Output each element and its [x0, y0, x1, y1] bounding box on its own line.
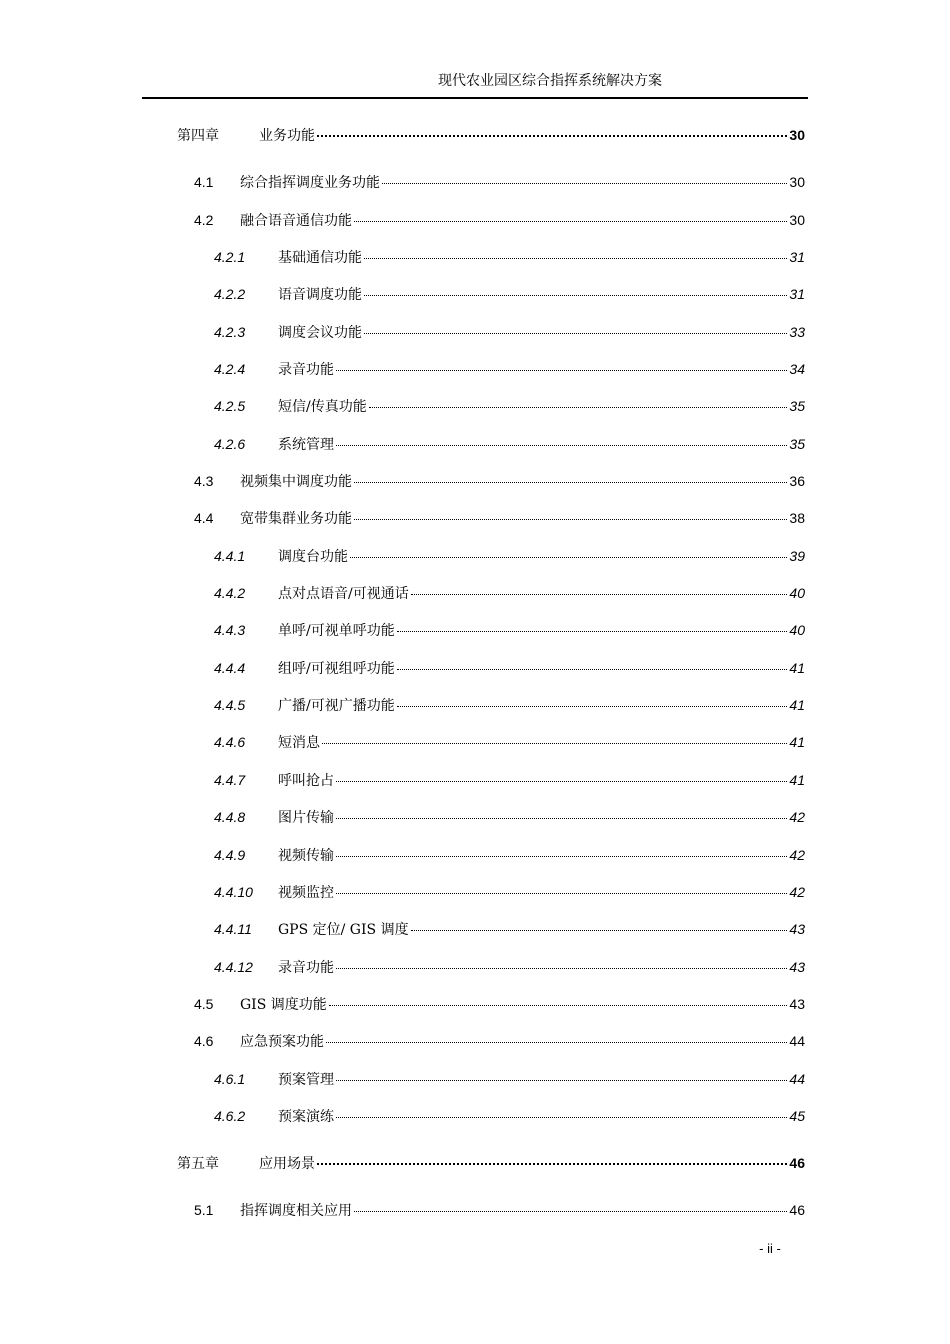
- toc-entry[interactable]: [214, 658, 805, 680]
- toc-entry-page: 43: [789, 996, 805, 1012]
- toc-entry-title: 图片传输: [278, 810, 334, 826]
- toc-entry[interactable]: [214, 322, 805, 344]
- toc-entry[interactable]: [214, 583, 805, 605]
- toc-entry-number: 4.2.4: [214, 361, 246, 377]
- toc-entry[interactable]: [177, 1153, 805, 1175]
- toc-entry-number: 4.2.6: [214, 436, 246, 452]
- toc-dot-leader: [350, 556, 787, 558]
- toc-dot-leader: [317, 1162, 787, 1165]
- toc-entry[interactable]: [214, 957, 805, 979]
- toc-entry-number: 4.4.12: [214, 959, 253, 975]
- toc-dot-leader: [382, 182, 787, 184]
- toc-entry[interactable]: [214, 620, 805, 642]
- toc-entry-page: 30: [789, 212, 805, 228]
- toc-entry-number: 4.3: [194, 473, 214, 489]
- toc-entry-title: 呼叫抢占: [278, 773, 334, 789]
- toc-dot-leader: [336, 817, 787, 819]
- toc-entry-page: 43: [789, 959, 805, 975]
- toc-entry-page: 35: [789, 398, 805, 414]
- toc-entry-title: 短消息: [278, 735, 320, 751]
- toc-entry-page: 44: [789, 1033, 805, 1049]
- toc-entry-number: 4.4.10: [214, 884, 253, 900]
- toc-entry-page: 36: [789, 473, 805, 489]
- toc-entry-title: 系统管理: [278, 437, 334, 453]
- toc-entry-page: 38: [789, 510, 805, 526]
- toc-entry-number: 4.4.8: [214, 809, 246, 825]
- toc-entry[interactable]: [214, 434, 805, 456]
- toc-entry-title: 语音调度功能: [278, 287, 362, 303]
- toc-entry[interactable]: [177, 125, 805, 147]
- toc-entry-page: 40: [789, 585, 805, 601]
- toc-entry-title: 预案演练: [278, 1109, 334, 1125]
- toc-entry-page: 41: [789, 772, 805, 788]
- toc-entry[interactable]: [214, 396, 805, 418]
- toc-dot-leader: [336, 855, 787, 857]
- toc-entry-number: 4.1: [194, 174, 214, 190]
- header-rule: [142, 97, 808, 99]
- toc-entry-page: 33: [789, 324, 805, 340]
- toc-entry-number: 4.2.1: [214, 249, 246, 265]
- toc-entry-page: 42: [789, 809, 805, 825]
- toc-entry-page: 40: [789, 622, 805, 638]
- toc-entry-title: 业务功能: [259, 128, 315, 144]
- toc-dot-leader: [397, 630, 788, 632]
- toc-entry-title: 单呼/可视单呼功能: [278, 623, 395, 639]
- toc-dot-leader: [411, 929, 788, 931]
- toc-entry-page: 44: [789, 1071, 805, 1087]
- toc-dot-leader: [354, 220, 787, 222]
- toc-entry[interactable]: [214, 732, 805, 754]
- toc-dot-leader: [397, 705, 788, 707]
- toc-dot-leader: [411, 593, 788, 595]
- toc-entry-number: 4.4.3: [214, 622, 246, 638]
- toc-entry-title: 融合语音通信功能: [240, 213, 352, 229]
- toc-entry-page: 41: [789, 734, 805, 750]
- toc-entry[interactable]: [194, 1200, 805, 1222]
- toc-entry[interactable]: [214, 546, 805, 568]
- toc-entry-title: 录音功能: [278, 362, 334, 378]
- toc-dot-leader: [354, 518, 787, 520]
- toc-dot-leader: [364, 332, 787, 334]
- toc-entry-title: 调度会议功能: [278, 325, 362, 341]
- toc-entry-title: 视频集中调度功能: [240, 474, 352, 490]
- toc-entry[interactable]: [194, 210, 805, 232]
- toc-entry-number: 4.4.11: [214, 921, 252, 937]
- toc-entry-title: 点对点语音/可视通话: [278, 586, 409, 602]
- toc-dot-leader: [322, 742, 787, 744]
- toc-entry[interactable]: [194, 1031, 805, 1053]
- toc-entry-title: 宽带集群业务功能: [240, 511, 352, 527]
- toc-entry[interactable]: [214, 919, 805, 941]
- toc-entry[interactable]: [194, 172, 805, 194]
- toc-entry-title: 综合指挥调度业务功能: [240, 175, 380, 191]
- toc-entry[interactable]: [194, 471, 805, 493]
- toc-dot-leader: [354, 1210, 787, 1212]
- toc-entry-title: 预案管理: [278, 1072, 334, 1088]
- toc-entry[interactable]: [194, 994, 805, 1016]
- toc-entry-page: 31: [789, 249, 805, 265]
- toc-entry-page: 43: [789, 921, 805, 937]
- toc-entry-page: 41: [789, 660, 805, 676]
- toc-entry-page: 41: [789, 697, 805, 713]
- toc-entry-number: 4.6: [194, 1033, 214, 1049]
- toc-dot-leader: [336, 1116, 787, 1118]
- toc-dot-leader: [329, 1004, 788, 1006]
- toc-entry-page: 46: [789, 1155, 805, 1171]
- toc-dot-leader: [369, 406, 788, 408]
- toc-entry-number: 5.1: [194, 1202, 214, 1218]
- toc-entry-title: 视频监控: [278, 885, 334, 901]
- toc-entry-title: 组呼/可视组呼功能: [278, 661, 395, 677]
- toc-entry-title: 视频传输: [278, 848, 334, 864]
- toc-dot-leader: [336, 1079, 787, 1081]
- toc-entry-number: 4.4: [194, 510, 214, 526]
- toc-entry-title: 调度台功能: [278, 549, 348, 565]
- toc-entry-page: 46: [789, 1202, 805, 1218]
- toc-dot-leader: [326, 1041, 787, 1043]
- toc-entry-number: 4.4.5: [214, 697, 246, 713]
- toc-dot-leader: [336, 444, 787, 446]
- toc-entry[interactable]: [214, 845, 805, 867]
- toc-entry-number: 4.6.1: [214, 1071, 246, 1087]
- toc-dot-leader: [336, 967, 787, 969]
- toc-entry-page: 34: [789, 361, 805, 377]
- toc-entry[interactable]: [214, 247, 805, 269]
- toc-entry-page: 30: [789, 174, 805, 190]
- toc-entry[interactable]: [214, 807, 805, 829]
- toc-entry-number: 4.4.4: [214, 660, 246, 676]
- toc-entry-number: 4.5: [194, 996, 214, 1012]
- toc-dot-leader: [364, 257, 787, 259]
- page-number: - ii -: [759, 1241, 781, 1256]
- toc-entry-number: 4.4.1: [214, 548, 246, 564]
- toc-entry-number: 4.2.2: [214, 286, 246, 302]
- toc-entry-number: 第四章: [177, 128, 219, 144]
- toc-dot-leader: [397, 668, 788, 670]
- toc-entry[interactable]: [214, 770, 805, 792]
- page-header-title: 现代农业园区综合指挥系统解决方案: [438, 73, 662, 89]
- toc-entry-title: 录音功能: [278, 960, 334, 976]
- toc-entry-page: 42: [789, 884, 805, 900]
- toc-entry-number: 4.4.7: [214, 772, 246, 788]
- toc-entry-title: 应用场景: [259, 1156, 315, 1172]
- toc-entry-number: 4.2: [194, 212, 214, 228]
- toc-entry-number: 4.6.2: [214, 1108, 246, 1124]
- toc-entry-page: 42: [789, 847, 805, 863]
- toc-entry[interactable]: [214, 1069, 805, 1091]
- toc-entry-number: 4.2.3: [214, 324, 246, 340]
- toc-dot-leader: [354, 481, 787, 483]
- toc-entry[interactable]: [214, 284, 805, 306]
- toc-entry-page: 39: [789, 548, 805, 564]
- toc-entry[interactable]: [214, 882, 805, 904]
- toc-dot-leader: [317, 134, 787, 137]
- toc-entry-title: 广播/可视广播功能: [278, 698, 395, 714]
- toc-entry-page: 45: [789, 1108, 805, 1124]
- toc-entry-title: 指挥调度相关应用: [240, 1203, 352, 1219]
- toc-entry-page: 31: [789, 286, 805, 302]
- toc-entry-number: 4.4.9: [214, 847, 246, 863]
- toc-entry-title: 应急预案功能: [240, 1034, 324, 1050]
- toc-entry[interactable]: [194, 508, 805, 530]
- toc-entry-number: 4.4.6: [214, 734, 246, 750]
- toc-dot-leader: [364, 294, 787, 296]
- toc-entry-page: 35: [789, 436, 805, 452]
- toc-entry-number: 第五章: [177, 1156, 219, 1172]
- toc-dot-leader: [336, 369, 787, 371]
- toc-dot-leader: [336, 892, 787, 894]
- toc-entry-title: 基础通信功能: [278, 250, 362, 266]
- toc-entry-page: 30: [789, 127, 805, 143]
- toc-entry[interactable]: [214, 695, 805, 717]
- toc-entry-title: GIS 调度功能: [240, 997, 327, 1013]
- toc-entry-title: 短信/传真功能: [278, 399, 367, 415]
- toc-entry-number: 4.4.2: [214, 585, 246, 601]
- toc-entry-title: GPS 定位/ GIS 调度: [278, 922, 409, 938]
- toc-entry-number: 4.2.5: [214, 398, 246, 414]
- toc-dot-leader: [336, 780, 787, 782]
- toc-entry[interactable]: [214, 359, 805, 381]
- toc-entry[interactable]: [214, 1106, 805, 1128]
